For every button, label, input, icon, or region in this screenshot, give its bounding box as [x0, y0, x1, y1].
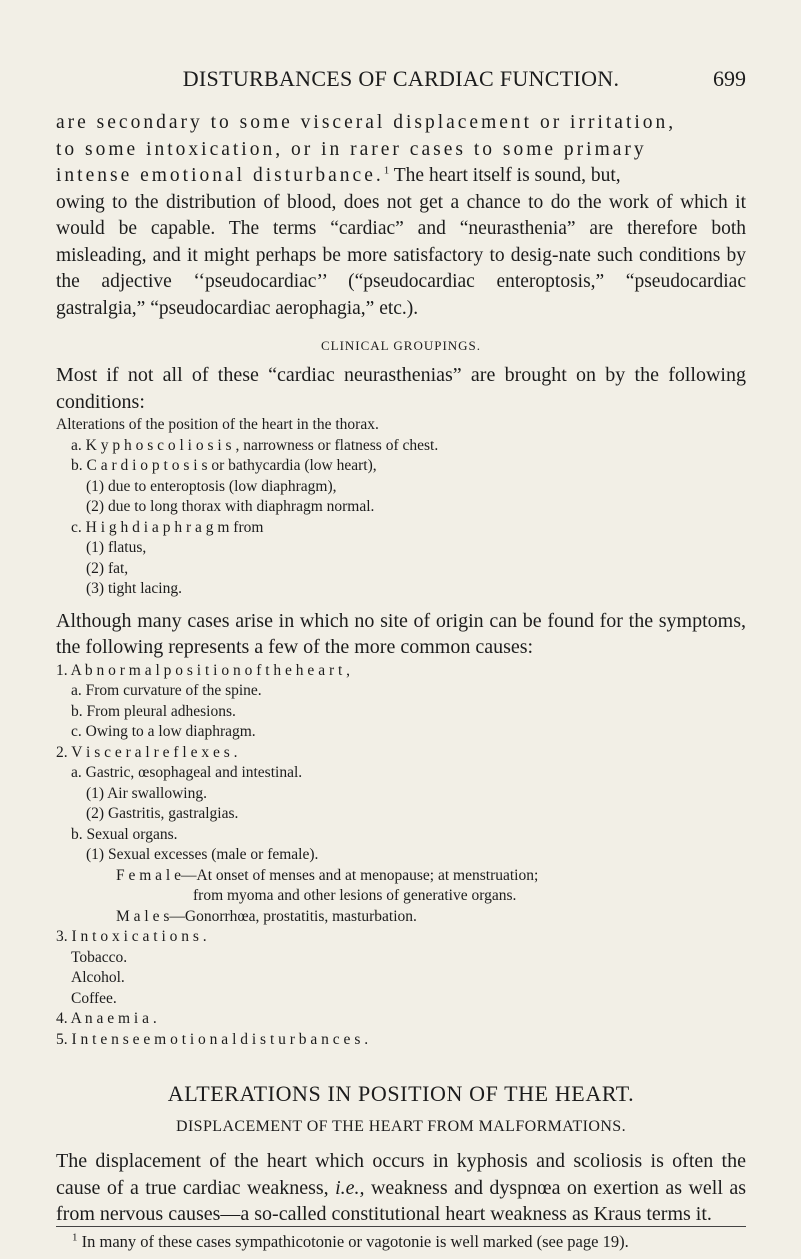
footnote-rule — [56, 1226, 746, 1227]
list-item: (1) Sexual excesses (male or female). — [86, 846, 319, 863]
list-item: from myoma and other lesions of generative organs. — [193, 887, 517, 904]
list-item: Alterations of the position of the heart in the thorax. — [56, 416, 379, 433]
list-item: F e m a l e—At onset of menses and at menopause; at menstruation; — [116, 866, 539, 884]
causes-intro: Although many cases arise in which no site of origin can be found for the symptoms, the following represents a few of the more common causes: — [56, 609, 746, 658]
list-item: b. From pleural adhesions. — [71, 702, 236, 720]
page-number: 699 — [713, 66, 746, 91]
list-item: 2. V i s c e r a l r e f l e x e s . — [56, 743, 238, 761]
list-item: (2) Gastritis, gastralgias. — [86, 805, 239, 822]
emphasis-text: intense emotional disturbance. — [56, 165, 384, 186]
common-causes-list — [56, 661, 746, 1051]
paragraph-text: The heart itself is sound, but, — [389, 165, 621, 186]
list-item: Alcohol. — [71, 969, 125, 986]
paragraph-line: are secondary to some visceral displacement or irritation, — [56, 112, 677, 133]
paragraph-line — [56, 163, 746, 190]
footnote-marker: 1 — [72, 1231, 78, 1244]
list-item: a. From curvature of the spine. — [71, 682, 262, 699]
list-item: (1) Air swallowing. — [86, 784, 207, 802]
running-title: DISTURBANCES OF CARDIAC FUNCTION. — [182, 66, 620, 91]
list-item: M a l e s—Gonorrhœa, prostatitis, masturbation. — [116, 907, 417, 925]
italic-text: i.e., — [335, 1176, 365, 1199]
list-item: c. H i g h d i a p h r a g m from — [71, 518, 264, 536]
paragraph-text: The displacement of the heart which occurs in kyphosis and scoliosis is often the cause of a true cardiac weakness, — [56, 1150, 746, 1199]
footnote-ref[interactable]: 1 — [383, 164, 390, 177]
list-item: (3) tight lacing. — [86, 580, 182, 597]
subsection-heading: DISPLACEMENT OF THE HEART FROM MALFORMATIONS. — [176, 1118, 626, 1135]
page-body — [56, 110, 746, 1228]
list-item: 1. A b n o r m a l p o s i t i o n o f t h e h e a r t , — [56, 661, 351, 679]
paragraph-text: weakness and dyspnœa on exertion as well as from nervous causes—a so-called constitutional heart weakness as Kraus terms it. — [56, 1176, 746, 1225]
section-heading: CLINICAL GROUPINGS. — [320, 338, 482, 353]
list-item: Coffee. — [71, 989, 117, 1007]
list-item: Tobacco. — [71, 948, 128, 966]
footnote-text: In many of these cases sympathicotonie or vagotonie is well marked (see page 19). — [77, 1232, 629, 1251]
opening-paragraph — [56, 110, 746, 322]
list-item: (2) fat, — [86, 559, 129, 577]
list-item: a. K y p h o s c o l i o s i s , narrowness or flatness of chest. — [71, 436, 439, 454]
list-item: b. Sexual organs. — [71, 825, 178, 843]
list-item: c. Owing to a low diaphragm. — [71, 723, 256, 740]
list-item: 4. A n a e m i a . — [56, 1010, 157, 1027]
chapter-heading: ALTERATIONS IN POSITION OF THE HEART. — [167, 1081, 635, 1106]
list-item: b. C a r d i o p t o s i s or bathycardia (low heart), — [71, 457, 377, 474]
paragraph-text: owing to the distribution of blood, does not get a chance to do the work of which it would be capable. The terms “cardiac” and “neurasthenia” are therefore both misleading, and it might perhaps be more satisfactory to desig-nate such conditions by the adjective ‘‘pseudocardiac’’ (“pseudocardiac enteroptosis,” “pseudocardiac gastralgia,” “pseudocardiac aerophagia,” etc.). — [56, 191, 746, 319]
list-item: (2) due to long thorax with diaphragm normal. — [86, 498, 375, 515]
page-header — [56, 66, 746, 96]
list-item: (1) flatus, — [86, 539, 147, 556]
clinical-groupings-list — [56, 415, 746, 600]
closing-paragraph — [56, 1148, 746, 1228]
list-item: 3. I n t o x i c a t i o n s . — [56, 928, 207, 945]
list-item: 5. I n t e n s e e m o t i o n a l d i s t u r b a n c e s . — [56, 1030, 369, 1048]
list-item: (1) due to enteroptosis (low diaphragm), — [86, 477, 337, 495]
list-item: a. Gastric, œsophageal and intestinal. — [71, 764, 303, 781]
paragraph-line: to some intoxication, or in rarer cases to some primary — [56, 138, 647, 160]
section-intro: Most if not all of these “cardiac neurasthenias” are brought on by the following conditions: — [56, 364, 746, 413]
footnote — [72, 1232, 752, 1252]
